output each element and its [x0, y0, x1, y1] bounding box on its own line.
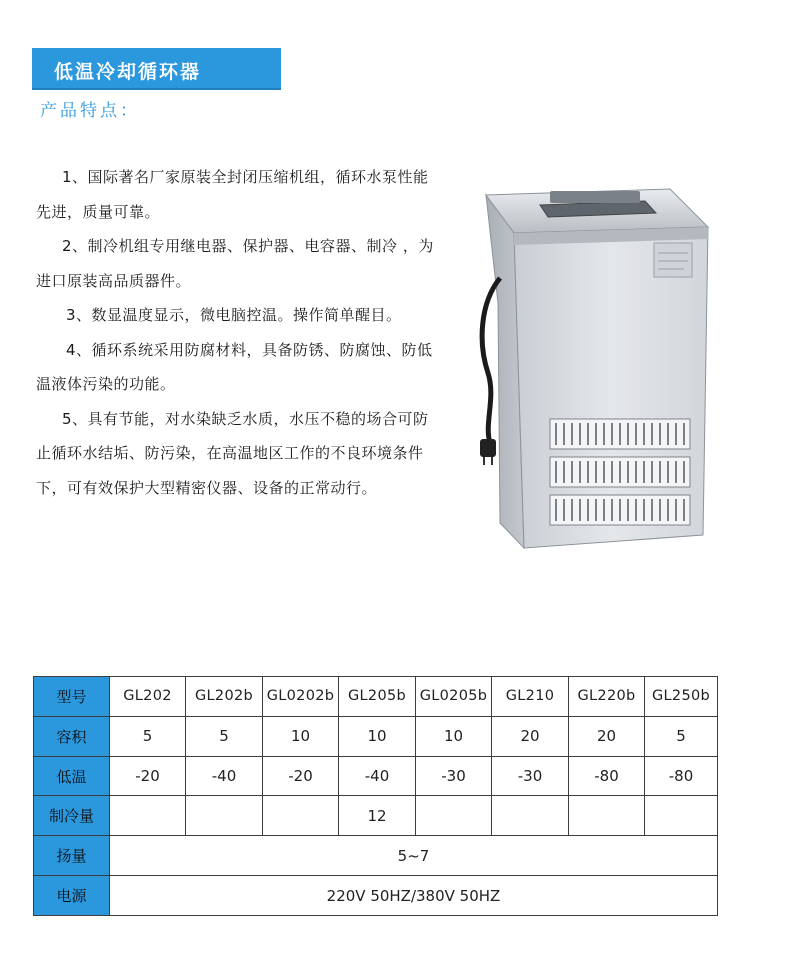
row-label-power: 电源: [34, 876, 110, 916]
cooling-cell: [569, 796, 645, 836]
row-label-volume: 容积: [34, 716, 110, 756]
low-temp-cell: -20: [263, 756, 339, 796]
low-temp-cell: -20: [110, 756, 186, 796]
model-cell: GL202: [110, 677, 186, 717]
volume-cell: 10: [339, 716, 416, 756]
table-row-lift: [34, 836, 718, 876]
feature-item-4: 4、循环系统采用防腐材料，具备防锈、防腐蚀、防低温液体污染的功能。: [36, 340, 433, 393]
volume-cell: 20: [492, 716, 569, 756]
features-heading: 产品特点：: [40, 101, 140, 121]
table-row-volume: [34, 716, 718, 756]
model-cell: GL202b: [186, 677, 263, 717]
cooling-cell: 12: [339, 796, 416, 836]
cooling-cell: [110, 796, 186, 836]
features-list: [36, 160, 440, 505]
volume-cell: 20: [569, 716, 645, 756]
model-cell: GL210: [492, 677, 569, 717]
spec-table: [33, 676, 718, 916]
feature-item-5: 5、具有节能，对水染缺乏水质，水压不稳的场合可防止循环水结垢、防污染，在高温地区工作的不良环境条件下，可有效保护大型精密仪器、设备的正常动行。: [36, 409, 429, 497]
feature-item-1: 1、国际著名厂家原装全封闭压缩机组，循环水泵性能先进，质量可靠。: [36, 168, 429, 221]
power-cell: 220V 50HZ/380V 50HZ: [110, 876, 718, 916]
lift-cell: 5~7: [110, 836, 718, 876]
row-label-low-temp: 低温: [34, 756, 110, 796]
cooling-cell: [186, 796, 263, 836]
cooling-cell: [492, 796, 569, 836]
volume-cell: 5: [186, 716, 263, 756]
table-row-model: [34, 677, 718, 717]
cooling-cell: [416, 796, 492, 836]
low-temp-cell: -30: [416, 756, 492, 796]
volume-cell: 5: [645, 716, 718, 756]
low-temp-cell: -80: [569, 756, 645, 796]
table-row-cooling: [34, 796, 718, 836]
table-row-low-temp: [34, 756, 718, 796]
model-cell: GL0202b: [263, 677, 339, 717]
row-label-model: 型号: [34, 677, 110, 717]
product-title-banner: [32, 48, 281, 90]
low-temp-cell: -30: [492, 756, 569, 796]
volume-cell: 10: [416, 716, 492, 756]
low-temp-cell: -80: [645, 756, 718, 796]
cooling-cell: [263, 796, 339, 836]
product-title: 低温冷却循环器: [54, 61, 202, 83]
chiller-product-image: [470, 183, 715, 553]
model-cell: GL205b: [339, 677, 416, 717]
volume-cell: 10: [263, 716, 339, 756]
volume-cell: 5: [110, 716, 186, 756]
table-row-power: [34, 876, 718, 916]
row-label-lift: 扬量: [34, 836, 110, 876]
model-cell: GL0205b: [416, 677, 492, 717]
low-temp-cell: -40: [186, 756, 263, 796]
row-label-cooling: 制冷量: [34, 796, 110, 836]
feature-item-3: 3、数显温度显示，微电脑控温。操作简单醒目。: [66, 306, 402, 324]
model-cell: GL250b: [645, 677, 718, 717]
low-temp-cell: -40: [339, 756, 416, 796]
feature-item-2: 2、制冷机组专用继电器、保护器、电容器、制冷 ，为进口原装高品质器件。: [36, 237, 434, 290]
cooling-cell: [645, 796, 718, 836]
model-cell: GL220b: [569, 677, 645, 717]
